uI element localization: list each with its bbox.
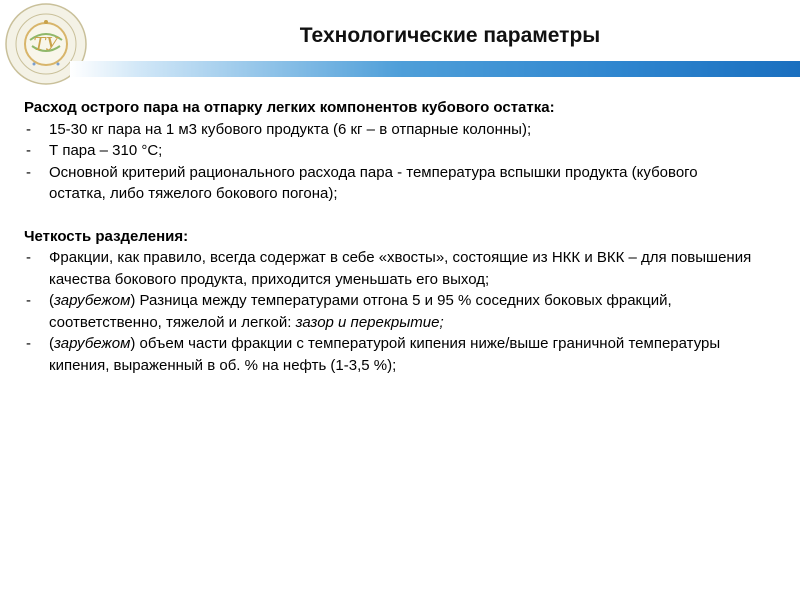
list-item	[24, 290, 754, 333]
item-text: ) Разница между температурами отгона 5 и 95 % соседних боковых фракций, соответственно, тяжелой и легкой:	[49, 292, 672, 331]
svg-text:ТУ: ТУ	[33, 34, 59, 55]
italic-term: зазор и перекрытие;	[295, 313, 444, 331]
list-item: - Основной критерий рационального расхода пара - температура вспышки продукта (кубового остатка, либо тяжелого бокового погона);	[24, 162, 754, 205]
section-separation-heading: Четкость разделения:	[24, 227, 189, 245]
list-item: - 15-30 кг пара на 1 м3 кубового продукта (6 кг – в отпарные колонны);	[24, 119, 754, 141]
page-title: Технологические параметры	[299, 24, 601, 47]
title-band	[70, 61, 800, 77]
separation-list	[24, 247, 754, 376]
section-steam-heading: Расход острого пара на отпарку легких компонентов кубового остатка:	[24, 99, 555, 116]
slide-content	[24, 97, 754, 376]
paren-open: (	[49, 335, 54, 352]
list-item: - Фракции, как правило, всегда содержат в себе «хвосты», состоящие из НКК и ВКК – для повышения качества бокового продукта, приходится уменьшать его выход;	[24, 247, 754, 290]
italic-term: зарубежом	[54, 335, 131, 352]
list-item	[24, 333, 754, 376]
list-item: - Т пара – 310 °С;	[24, 140, 754, 162]
item-text: ) объем части фракции с температурой кипения ниже/выше граничной температуры кипения, выраженный в об. % на нефть (1-3,5 %);	[49, 335, 721, 374]
paren-open: (	[49, 292, 54, 309]
italic-term: зарубежом	[54, 292, 131, 309]
steam-list	[24, 119, 754, 205]
